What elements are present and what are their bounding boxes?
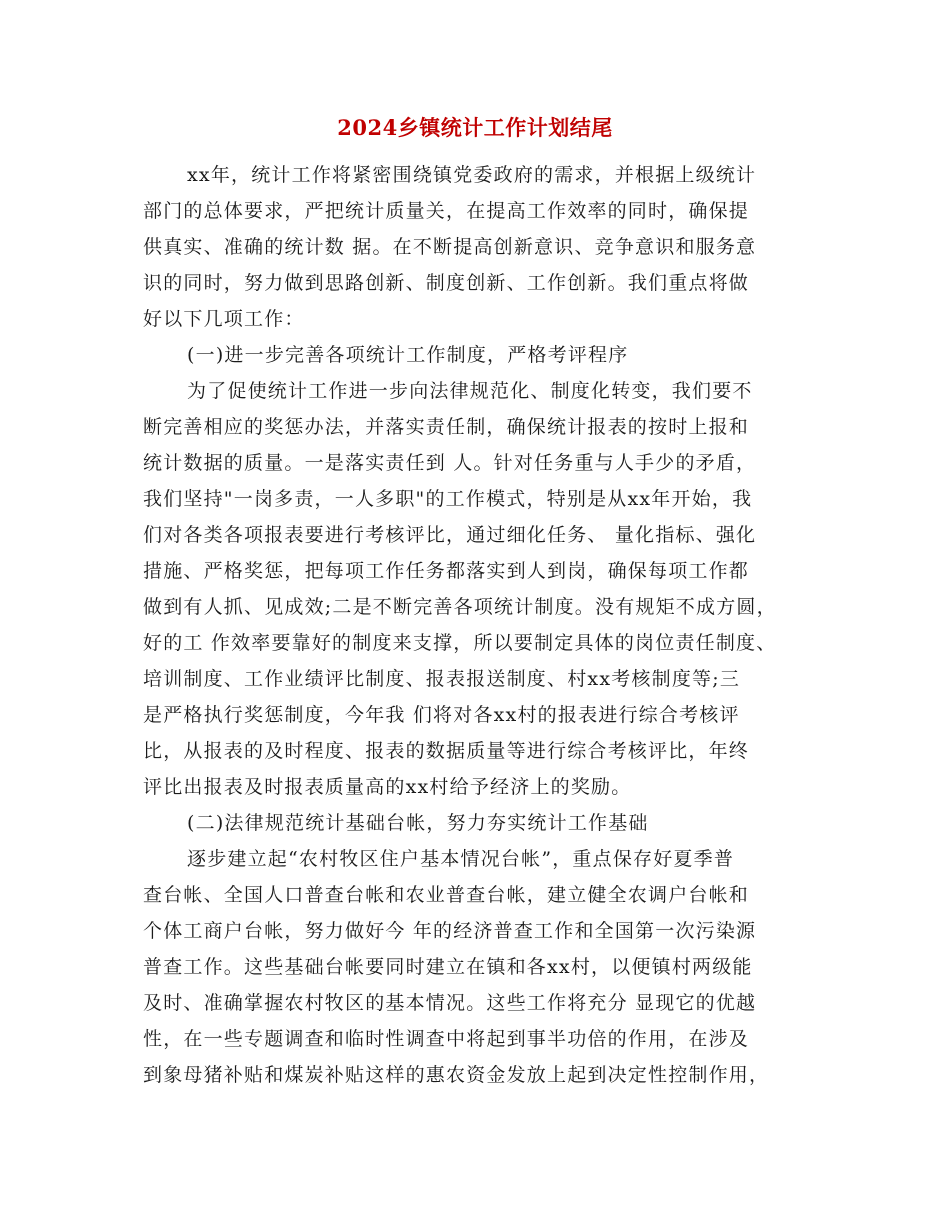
body-line: 做到有人抓、见成效;二是不断完善各项统计制度。没有规矩不成方圆，: [143, 596, 777, 618]
body-line: xx年，统计工作将紧密围绕镇党委政府的需求，并根据上级统计: [187, 164, 757, 186]
body-line: 统计数据的质量。一是落实责任到 人。针对任务重与人手少的矛盾，: [143, 452, 757, 474]
body-line: 到象母猪补贴和煤炭补贴这样的惠农资金发放上起到决定性控制作用，: [143, 1064, 770, 1086]
body-line: 我们坚持"一岗多责，一人多职"的工作模式，特别是从xx年开始，我: [143, 488, 753, 510]
body-line: 及时、准确掌握农村牧区的基本情况。这些工作将充分 显现它的优越: [143, 992, 757, 1014]
body-line: 比，从报表的及时程度、报表的数据质量等进行综合考核评比，年终: [143, 740, 750, 762]
body-line: 查台帐、全国人口普查台帐和农业普查台帐，建立健全农调户台帐和: [143, 884, 750, 906]
body-line: 为了促使统计工作进一步向法律规范化、制度化转变，我们要不: [187, 380, 753, 402]
body-line: 们对各类各项报表要进行考核评比，通过细化任务、 量化指标、强化: [143, 524, 757, 546]
body-line: 好以下几项工作：: [143, 308, 305, 330]
body-line: 普查工作。这些基础台帐要同时建立在镇和各xx村，以便镇村两级能: [143, 956, 753, 978]
body-line: 培训制度、工作业绩评比制度、报表报送制度、村xx考核制度等;三: [143, 668, 741, 690]
body-line: 是严格执行奖惩制度，今年我 们将对各xx村的报表进行综合考核评: [143, 704, 740, 726]
body-line: 好的工 作效率要靠好的制度来支撑，所以要制定具体的岗位责任制度、: [143, 632, 777, 654]
body-line: 部门的总体要求，严把统计质量关，在提高工作效率的同时，确保提: [143, 200, 750, 222]
body-line: 性，在一些专题调查和临时性调查中将起到事半功倍的作用，在涉及: [143, 1028, 750, 1050]
body-line: 评比出报表及时报表质量高的xx村给予经济上的奖励。: [143, 776, 632, 798]
section-heading: (一)进一步完善各项统计工作制度，严格考评程序: [187, 344, 629, 366]
body-line: 供真实、准确的统计数 据。在不断提高创新意识、竞争意识和服务意: [143, 236, 757, 258]
body-line: 逐步建立起“农村牧区住户基本情况台帐”，重点保存好夏季普: [187, 848, 735, 870]
body-line: 断完善相应的奖惩办法，并落实责任制，确保统计报表的按时上报和: [143, 416, 750, 438]
section-heading: (二)法律规范统计基础台帐，努力夯实统计工作基础: [187, 812, 649, 834]
body-line: 个体工商户台帐，努力做好今 年的经济普查工作和全国第一次污染源: [143, 920, 757, 942]
body-line: 措施、严格奖惩，把每项工作任务都落实到人到岗，确保每项工作都: [143, 560, 750, 582]
body-line: 识的同时，努力做到思路创新、制度创新、工作创新。我们重点将做: [143, 272, 750, 294]
document-title: 2024乡镇统计工作计划结尾: [337, 115, 613, 140]
